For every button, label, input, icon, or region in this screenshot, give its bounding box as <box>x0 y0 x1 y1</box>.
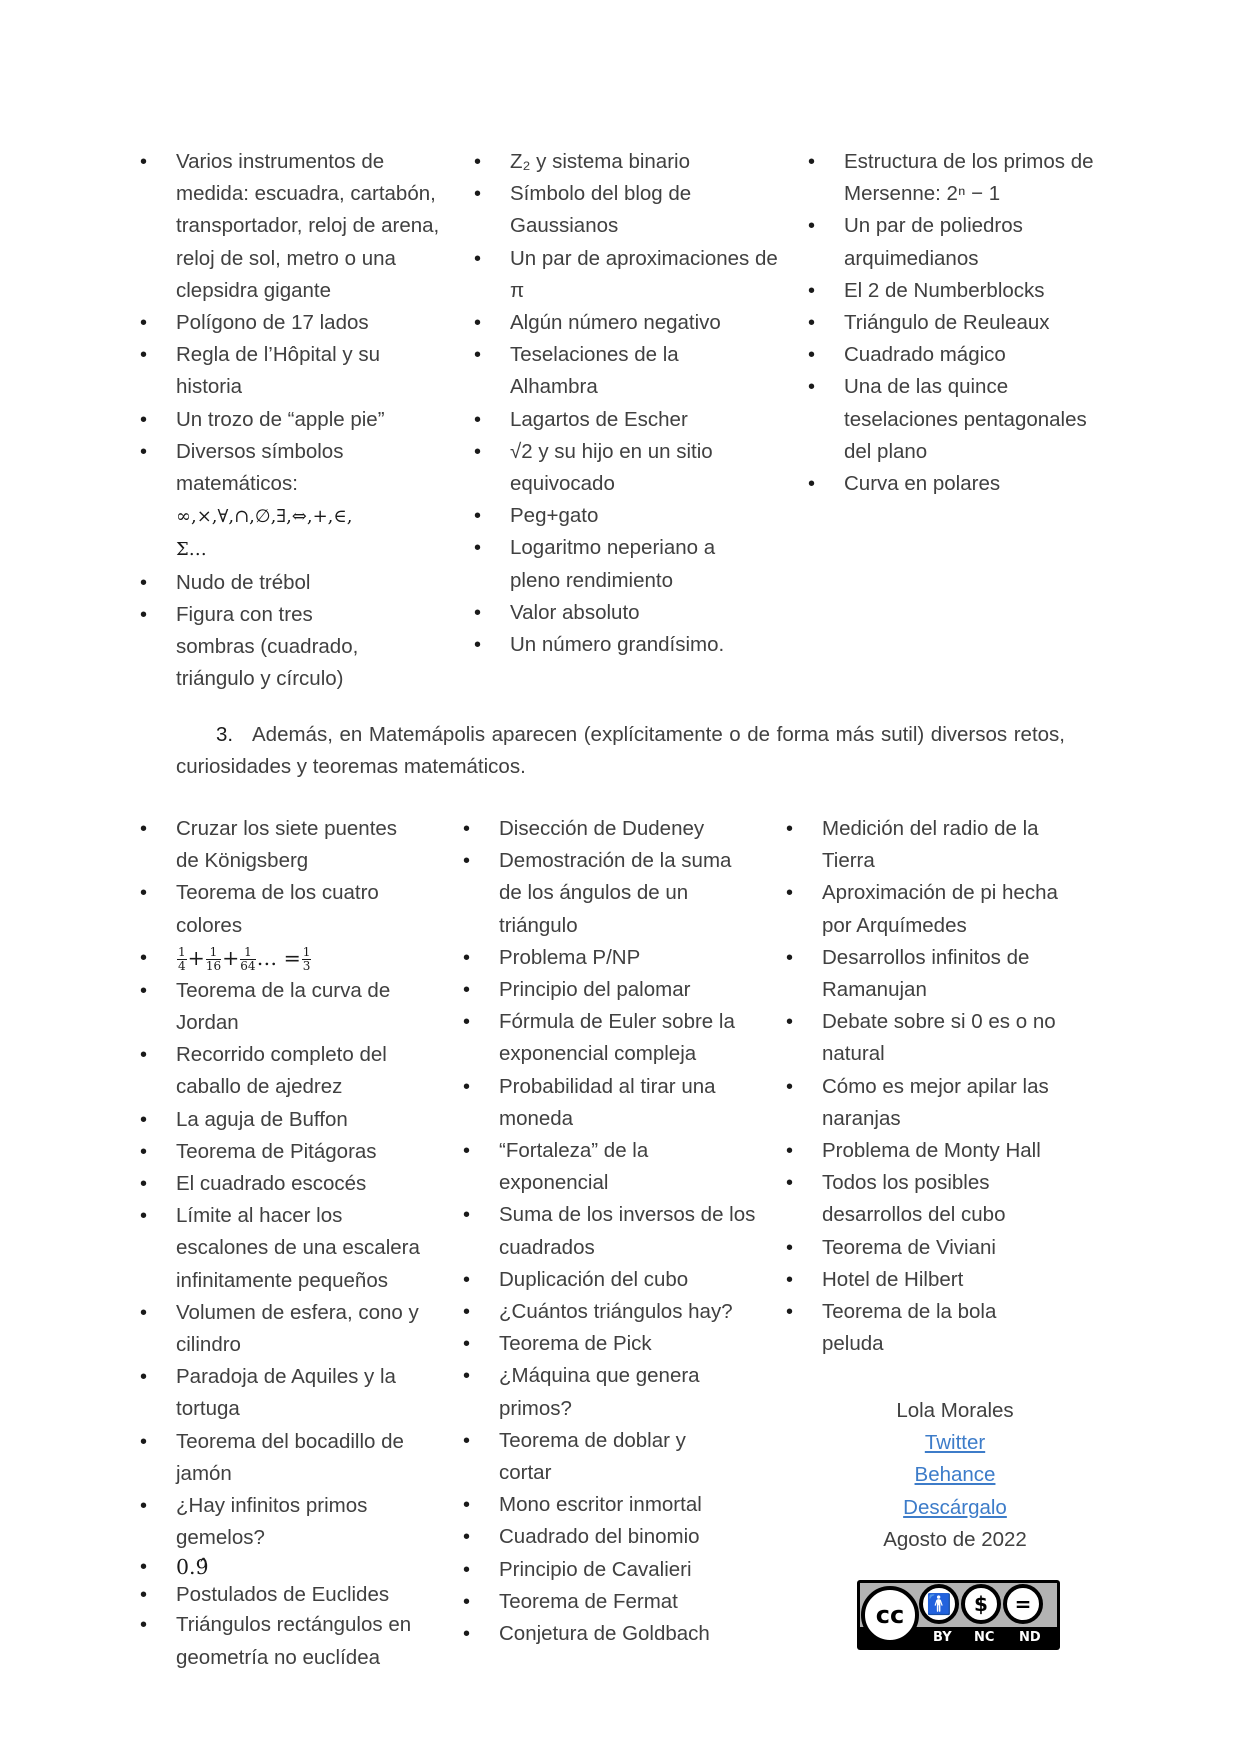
list-item: • Duplicación del cubo <box>463 1264 786 1296</box>
list-item: • El 2 de Numberblocks <box>808 275 1108 307</box>
list-item: • La aguja de Buffon <box>140 1104 463 1136</box>
list-item: • Suma de los inversos de los cuadrados <box>463 1199 759 1263</box>
cc-icon: cc <box>861 1586 919 1644</box>
credits-date: Agosto de 2022 <box>883 1527 1027 1551</box>
list-item: • Teorema de la curva de Jordan <box>140 975 416 1039</box>
list-item: • Una de las quince teselaciones pentagonales del plano <box>808 371 1114 468</box>
list-item: • Logaritmo neperiano a pleno rendimiento <box>474 532 760 596</box>
list-item: • Principio de Cavalieri <box>463 1554 786 1586</box>
list-item: • Teorema de Pick <box>463 1328 786 1360</box>
list-item: • Símbolo del blog de Gaussianos <box>474 178 740 242</box>
list-item: • Estructura de los primos de Mersenne: 2ⁿ − 1 <box>808 146 1124 210</box>
list-item: • Diversos símbolos matemáticos: ∞,×,∀,∩,∅,∃,⇔,+,∈, Σ… <box>140 436 376 567</box>
list-item: • Todos los posibles desarrollos del cubo <box>786 1167 1052 1231</box>
list-item: • Peg+gato <box>474 500 808 532</box>
list-item: • “Fortaleza” de la exponencial <box>463 1135 699 1199</box>
list-item: • ¿Cuántos triángulos hay? <box>463 1296 786 1328</box>
math-symbols: ∞,×,∀,∩,∅,∃,⇔,+,∈, Σ… <box>176 506 353 561</box>
list-item: • Algún número negativo <box>474 307 808 339</box>
paragraph-text: Además, en Matemápolis aparecen (explícitamente o de forma más sutil) diversos retos, curiosidades y teoremas matemáticos. <box>176 723 1065 779</box>
attribution-icon: 🚹 <box>919 1584 959 1624</box>
list-item: • Triángulo de Reuleaux <box>808 307 1108 339</box>
list-item: • Postulados de Euclides <box>140 1581 463 1609</box>
list-item: • Triángulos rectángulos en geometría no euclídea <box>140 1609 436 1673</box>
list-item: • Teorema de Pitágoras <box>140 1136 463 1168</box>
list-item: • Un número grandísimo. <box>474 629 808 661</box>
list-item: • Regla de l’Hôpital y su historia <box>140 339 406 403</box>
list-item: • Cuadrado mágico <box>808 339 1108 371</box>
author-name: Lola Morales <box>896 1399 1014 1422</box>
credits <box>840 1395 1070 1556</box>
list-item: • Teselaciones de la Alhambra <box>474 339 720 403</box>
list-item: • Cuadrado del binomio <box>463 1521 786 1553</box>
series-equation: • $\frac{1}{4}$ + $\frac{1}{16}$ + $\frac{1}{64}$ … = $\frac{1}{3}$ <box>178 944 311 973</box>
list-item: • Cruzar los siete puentes de Königsberg <box>140 813 416 877</box>
list-item: • Conjetura de Goldbach <box>463 1618 786 1650</box>
list-item: • Un par de poliedros arquimedianos <box>808 210 1054 274</box>
list-item: • Problema de Monty Hall <box>786 1135 1086 1167</box>
list-item: • Figura con tres sombras (cuadrado, triángulo y círculo) <box>140 599 386 696</box>
noderivatives-icon: = <box>1003 1584 1043 1624</box>
list-item: • Teorema de los cuatro colores <box>140 877 406 941</box>
section1-col1 <box>140 146 474 695</box>
noncommercial-icon: $ <box>961 1584 1001 1624</box>
list-item: • Desarrollos infinitos de Ramanujan <box>786 942 1072 1006</box>
section1-col2 <box>474 146 808 695</box>
list-item: • 0.9̂ <box>140 1554 463 1581</box>
list-item: • Principio del palomar <box>463 974 786 1006</box>
license-label-nd: ND <box>1019 1630 1041 1645</box>
list-item: • Mono escritor inmortal <box>463 1489 786 1521</box>
numbered-paragraph <box>176 719 1065 783</box>
list-item: • El cuadrado escocés <box>140 1168 463 1200</box>
section1-col3 <box>808 146 1108 695</box>
list-item: • Problema P/NP <box>463 942 786 974</box>
list-item: • Teorema de la bola peluda <box>786 1296 1042 1360</box>
list-item: • Fórmula de Euler sobre la exponencial compleja <box>463 1006 769 1070</box>
list-item: • Nudo de trébol <box>140 567 474 599</box>
list-item: • Límite al hacer los escalones de una escalera infinitamente pequeños <box>140 1200 436 1297</box>
list-item: • Curva en polares <box>808 468 1108 500</box>
download-link[interactable]: Descárgalo <box>903 1495 1007 1519</box>
license-label-by: BY <box>933 1630 952 1645</box>
license-label-nc: NC <box>974 1630 995 1645</box>
list-item: • Z₂ y sistema binario <box>474 146 808 178</box>
list-item: • Un trozo de “apple pie” <box>140 404 474 436</box>
list-item: • Cómo es mejor apilar las naranjas <box>786 1071 1082 1135</box>
list-item: • Aproximación de pi hecha por Arquímedes <box>786 877 1092 941</box>
list-item: • Probabilidad al tirar una moneda <box>463 1071 749 1135</box>
list-item: • Teorema de Viviani <box>786 1232 1086 1264</box>
list-item: • Un par de aproximaciones de π <box>474 243 780 307</box>
list-item: • ¿Hay infinitos primos gemelos? <box>140 1490 406 1554</box>
list-item: • Volumen de esfera, cono y cilindro <box>140 1297 426 1361</box>
list-item: • Debate sobre si 0 es o no natural <box>786 1006 1082 1070</box>
section2-col2 <box>463 813 786 1674</box>
cc-license-badge <box>857 1580 1060 1650</box>
paragraph-number: 3. <box>216 723 234 746</box>
section2-col1 <box>140 813 463 1674</box>
list-item: • Teorema del bocadillo de jamón <box>140 1426 446 1490</box>
list-item: • Polígono de 17 lados <box>140 307 474 339</box>
section1-columns <box>140 146 1108 695</box>
list-item: • √2 y su hijo en un sitio equivocado <box>474 436 760 500</box>
list-item: • Disección de Dudeney <box>463 813 786 845</box>
list-item: • Teorema de Fermat <box>463 1586 786 1618</box>
list-item: • Paradoja de Aquiles y la tortuga <box>140 1361 426 1425</box>
list-item: • Teorema de doblar y cortar <box>463 1425 729 1489</box>
list-item: • Demostración de la suma de los ángulos de un triángulo <box>463 845 749 942</box>
list-item: • Varios instrumentos de medida: escuadra, cartabón, transportador, reloj de arena, reloj de sol, metro o una clepsidra gigante <box>140 146 440 307</box>
twitter-link[interactable]: Twitter <box>924 1431 986 1455</box>
list-item <box>140 942 463 975</box>
list-item: • Medición del radio de la Tierra <box>786 813 1072 877</box>
list-item: • Recorrido completo del caballo de ajedrez <box>140 1039 426 1103</box>
list-item: • Valor absoluto <box>474 597 808 629</box>
list-item: • Lagartos de Escher <box>474 404 808 436</box>
list-item: • Hotel de Hilbert <box>786 1264 1086 1296</box>
list-item: • ¿Máquina que genera primos? <box>463 1360 729 1424</box>
behance-link[interactable]: Behance <box>914 1463 996 1487</box>
